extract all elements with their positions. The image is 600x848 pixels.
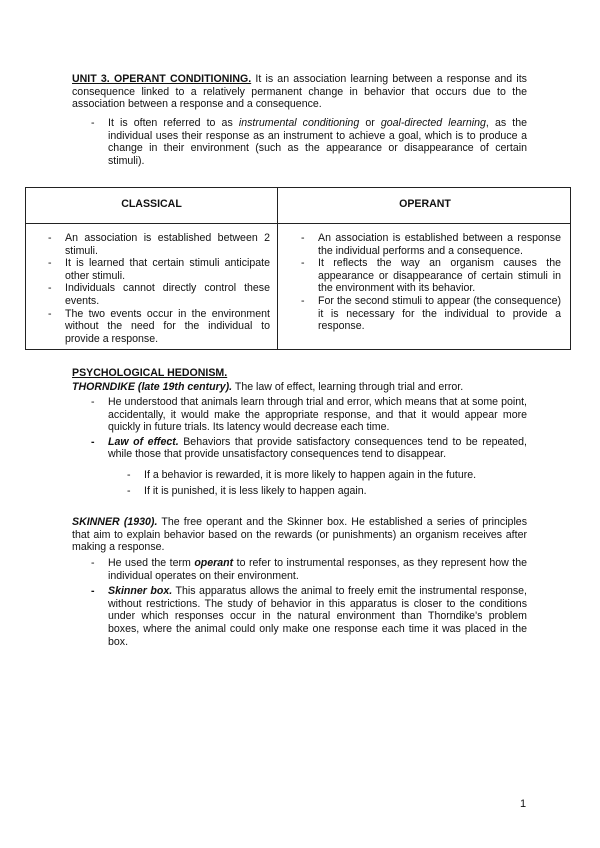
list-item: - It is learned that certain stimuli anticipate other stimuli.: [65, 257, 270, 282]
table-divider-vertical: [277, 188, 278, 349]
list-item: - The two events occur in the environment without the need for the individual to provide a response.: [65, 308, 270, 346]
thorndike-paragraph: THORNDIKE (late 19th century). The law of effect, learning through trial and error.: [72, 381, 464, 393]
operant-header: OPERANT: [399, 198, 451, 210]
list-item: - Individuals cannot directly control these events.: [65, 282, 270, 307]
page-number: 1: [520, 798, 527, 810]
comparison-table: [25, 187, 571, 350]
list-item: - If a behavior is rewarded, it is more likely to happen again in the future.: [144, 469, 527, 482]
intro-paragraph: [72, 73, 527, 111]
intro-bullets: [108, 117, 527, 167]
skinner-bullets: [108, 557, 527, 648]
law-of-effect-item: - Law of effect. Behaviors that provide satisfactory consequences tend to be repeated, while those that provide unsatisfactory consequences tend to disappear.: [108, 436, 527, 461]
skinner-box-item: - Skinner box. This apparatus allows the animal to freely emit the instrumental response, without restrictions. The study of behavior in this apparatus is closer to the conditions under which responses occur in the natural environment than Thorndike's problem boxes, where the animal could only make one response each time it was placed in the box.: [108, 585, 527, 648]
list-item: - For the second stimuli to appear (the consequence) it is necessary for the individual to provide a response.: [318, 295, 561, 333]
list-item: - If it is punished, it is less likely to happen again.: [144, 485, 527, 498]
list-item: - An association is established between 2 stimuli.: [65, 232, 270, 257]
operant-term-item: - He used the term operant to refer to instrumental responses, as they represent how the individual operates on their environment.: [108, 557, 527, 582]
classical-list: [65, 232, 270, 345]
thorndike-sub-bullets: [144, 469, 527, 497]
skinner-paragraph: SKINNER (1930). The free operant and the Skinner box. He established a series of principles that aim to explain behavior based on the rewards (or punishments) an organism receives after making a response.: [72, 516, 527, 554]
thorndike-name: THORNDIKE (late 19th century).: [72, 381, 233, 393]
thorndike-bullets: [108, 396, 527, 461]
skinner-name: SKINNER (1930).: [72, 516, 158, 528]
list-item: - He understood that animals learn through trial and error, which means that at some point, accidentally, it would make the appropriate response, and that it would appear more quickly in future trials. Its latency would decrease each time.: [108, 396, 527, 434]
list-item: - It reflects the way an organism causes the appearance or disappearance of certain stimuli in the environment with its behavior.: [318, 257, 561, 295]
table-divider-horizontal: [26, 223, 570, 224]
hedonism-heading: PSYCHOLOGICAL HEDONISM.: [72, 367, 228, 379]
intro-bullet: - It is often referred to as instrumental conditioning or goal-directed learning, as the individual uses their response as an instrument to achieve a goal, which is to produce a change in their environment (such as the appearance or disappearance of certain stimuli).: [108, 117, 527, 167]
operant-list: [318, 232, 561, 333]
unit-heading: UNIT 3. OPERANT CONDITIONING.: [72, 73, 252, 85]
classical-header: CLASSICAL: [121, 198, 182, 210]
intro-text: It is an association learning between a response and its consequence linked to a relatively permanent change in behavior that occurs due to the association between a response and a consequence.: [72, 73, 527, 111]
list-item: - An association is established between a response the individual performs and a consequence.: [318, 232, 561, 257]
